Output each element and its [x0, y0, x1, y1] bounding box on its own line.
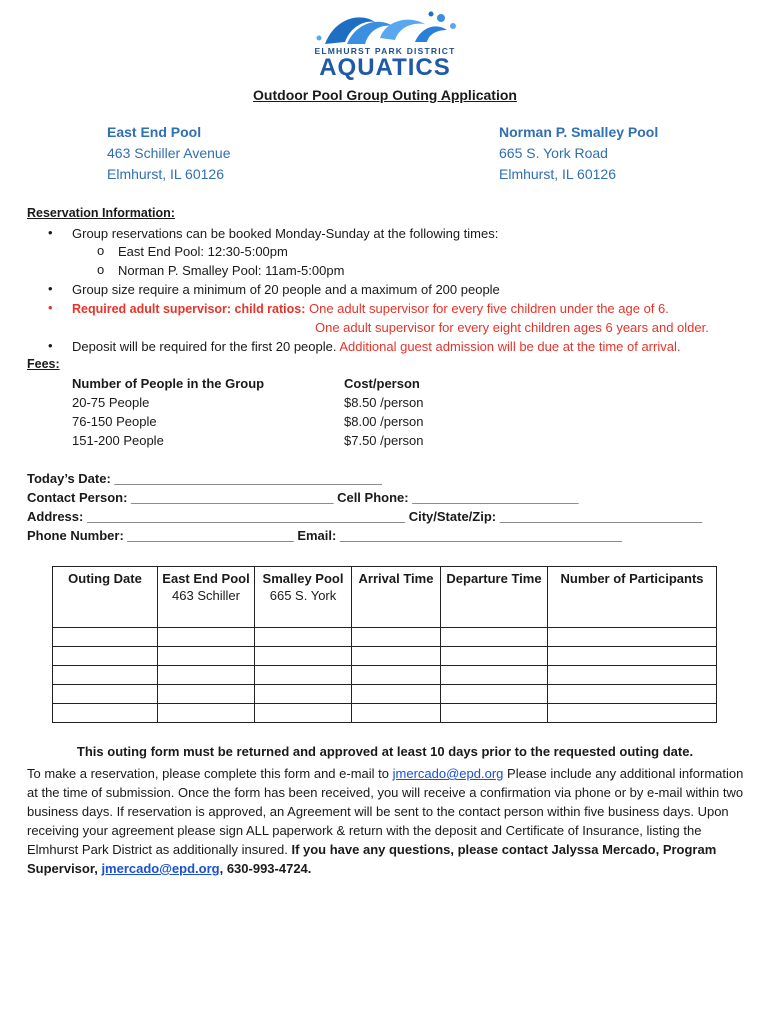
smalley-header	[255, 567, 352, 628]
outing-date-header: Outing Date	[53, 567, 158, 628]
table-cell[interactable]	[352, 685, 441, 704]
table-cell[interactable]	[53, 685, 158, 704]
table-cell[interactable]	[441, 685, 548, 704]
deposit-additional: Additional guest admission will be due at the time of arrival.	[339, 339, 681, 354]
table-cell[interactable]	[441, 704, 548, 723]
arrival-time-header: Arrival Time	[352, 567, 441, 628]
fees-cost: $8.50 /person	[344, 395, 424, 410]
pool-name: Norman P. Smalley Pool	[499, 124, 659, 140]
logo-subtitle: ELMHURST PARK DISTRICT	[314, 46, 456, 56]
phone-text: , 630-993-4724.	[219, 861, 312, 876]
email-link-2[interactable]: jmercado@epd.org	[101, 861, 220, 876]
smalley-header-label: Smalley Pool	[262, 571, 344, 586]
table-cell[interactable]	[158, 704, 255, 723]
table-cell[interactable]	[255, 666, 352, 685]
reservation-heading: Reservation Information:	[27, 206, 175, 220]
fees-group: 151-200 People	[72, 433, 164, 448]
table-cell[interactable]	[158, 666, 255, 685]
table-cell[interactable]	[53, 666, 158, 685]
table-cell[interactable]	[441, 647, 548, 666]
pool-name: East End Pool	[107, 124, 202, 140]
east-end-header-sub: 463 Schiller	[172, 588, 240, 603]
address-line	[27, 509, 702, 524]
table-cell[interactable]	[158, 685, 255, 704]
table-cell[interactable]	[548, 647, 717, 666]
fees-group: 76-150 People	[72, 414, 157, 429]
deposit-text	[72, 338, 680, 356]
table-cell[interactable]	[352, 647, 441, 666]
pool-street: 665 S. York Road	[499, 145, 608, 161]
instructions-body: Please include any additional information at the time of submission. Once the form has been received, you will receive a confirmation via phone or by e-mail within two business days. If reservation is approved, an Agreement will be sent to the contact person within five business days. Upon receiving your agreement please sign ALL paperwork & return with the deposit and Certificate of Insurance, listing the Elmhurst Park District as additionally insured.	[27, 766, 744, 857]
table-cell[interactable]	[352, 704, 441, 723]
email-link[interactable]: jmercado@epd.org	[392, 766, 504, 781]
instructions-intro: To make a reservation, please complete this form and e-mail to	[27, 766, 390, 781]
fees-cost: $8.00 /person	[344, 414, 424, 429]
fees-cost-header: Cost/person	[344, 376, 420, 391]
page-title: Outdoor Pool Group Outing Application	[253, 87, 517, 103]
table-cell[interactable]	[53, 628, 158, 647]
fees-cost: $7.50 /person	[344, 433, 424, 448]
phone-number-field[interactable]: Phone Number: _______________________	[27, 528, 294, 543]
todays-date-field[interactable]: Today’s Date: _____________________________________	[27, 471, 382, 486]
return-notice: This outing form must be returned and approved at least 10 days prior to the requested outing date.	[76, 744, 694, 759]
deposit-main: Deposit will be required for the first 20 people.	[72, 339, 337, 354]
table-cell[interactable]	[255, 647, 352, 666]
table-cell[interactable]	[158, 628, 255, 647]
questions-text: If you have any questions, please contact Jalyssa Mercado, Program Supervisor,	[27, 842, 717, 876]
outing-table	[52, 566, 717, 723]
table-cell[interactable]	[352, 666, 441, 685]
table-row	[53, 628, 717, 647]
table-cell[interactable]	[53, 704, 158, 723]
water-splash-icon	[285, 8, 485, 48]
east-end-header-label: East End Pool	[162, 571, 250, 586]
instructions-paragraph	[27, 764, 747, 878]
ratio-under-6: One adult supervisor for every five children under the age of 6.	[309, 301, 669, 316]
smalley-header-sub: 665 S. York	[269, 588, 337, 603]
phone-line	[27, 528, 622, 543]
city-state-zip-field[interactable]: City/State/Zip: ____________________________	[408, 509, 703, 524]
bullet-icon: •	[48, 300, 53, 315]
fees-group-header: Number of People in the Group	[72, 376, 265, 391]
table-cell[interactable]	[255, 704, 352, 723]
table-cell[interactable]	[548, 628, 717, 647]
pool-city: Elmhurst, IL 60126	[499, 166, 616, 182]
east-end-header	[158, 567, 255, 628]
table-cell[interactable]	[352, 628, 441, 647]
ratio-6-and-older: One adult supervisor for every eight children ages 6 years and older.	[315, 320, 709, 335]
table-row	[53, 704, 717, 723]
email-field[interactable]: Email: _______________________________________	[297, 528, 622, 543]
departure-time-header: Departure Time	[441, 567, 548, 628]
bullet-icon: •	[48, 281, 53, 296]
smalley-pool-address	[499, 122, 658, 185]
group-size-text: Group size require a minimum of 20 people and a maximum of 200 people	[72, 282, 500, 297]
table-header-row	[53, 567, 717, 628]
logo-title: AQUATICS	[319, 54, 451, 81]
table-cell[interactable]	[441, 666, 548, 685]
address-field[interactable]: Address: ____________________________________________	[27, 509, 406, 524]
table-cell[interactable]	[158, 647, 255, 666]
table-cell[interactable]	[441, 628, 548, 647]
table-row	[53, 647, 717, 666]
table-cell[interactable]	[548, 685, 717, 704]
circle-bullet-icon: o	[97, 262, 105, 277]
cell-phone-field[interactable]: Cell Phone: _______________________	[337, 490, 579, 505]
table-cell[interactable]	[255, 628, 352, 647]
pool-street: 463 Schiller Avenue	[107, 145, 231, 161]
table-row	[53, 666, 717, 685]
east-end-times: East End Pool: 12:30-5:00pm	[118, 244, 288, 259]
bullet-icon: •	[48, 225, 53, 240]
ratio-label: Required adult supervisor: child ratios:	[72, 302, 306, 316]
fees-group: 20-75 People	[72, 395, 150, 410]
reservation-times-text: Group reservations can be booked Monday-Sunday at the following times:	[72, 226, 499, 241]
aquatics-logo	[285, 8, 485, 80]
participants-header: Number of Participants	[548, 567, 717, 628]
table-cell[interactable]	[255, 685, 352, 704]
smalley-times: Norman P. Smalley Pool: 11am-5:00pm	[118, 263, 345, 278]
fees-heading: Fees:	[27, 357, 60, 371]
contact-line	[27, 490, 579, 505]
bullet-icon: •	[48, 338, 53, 353]
table-row	[53, 685, 717, 704]
table-cell[interactable]	[53, 647, 158, 666]
east-end-pool-address	[107, 122, 231, 185]
contact-person-field[interactable]: Contact Person: ____________________________	[27, 490, 334, 505]
table-cell[interactable]	[548, 704, 717, 723]
circle-bullet-icon: o	[97, 243, 105, 258]
pool-city: Elmhurst, IL 60126	[107, 166, 224, 182]
table-cell[interactable]	[548, 666, 717, 685]
